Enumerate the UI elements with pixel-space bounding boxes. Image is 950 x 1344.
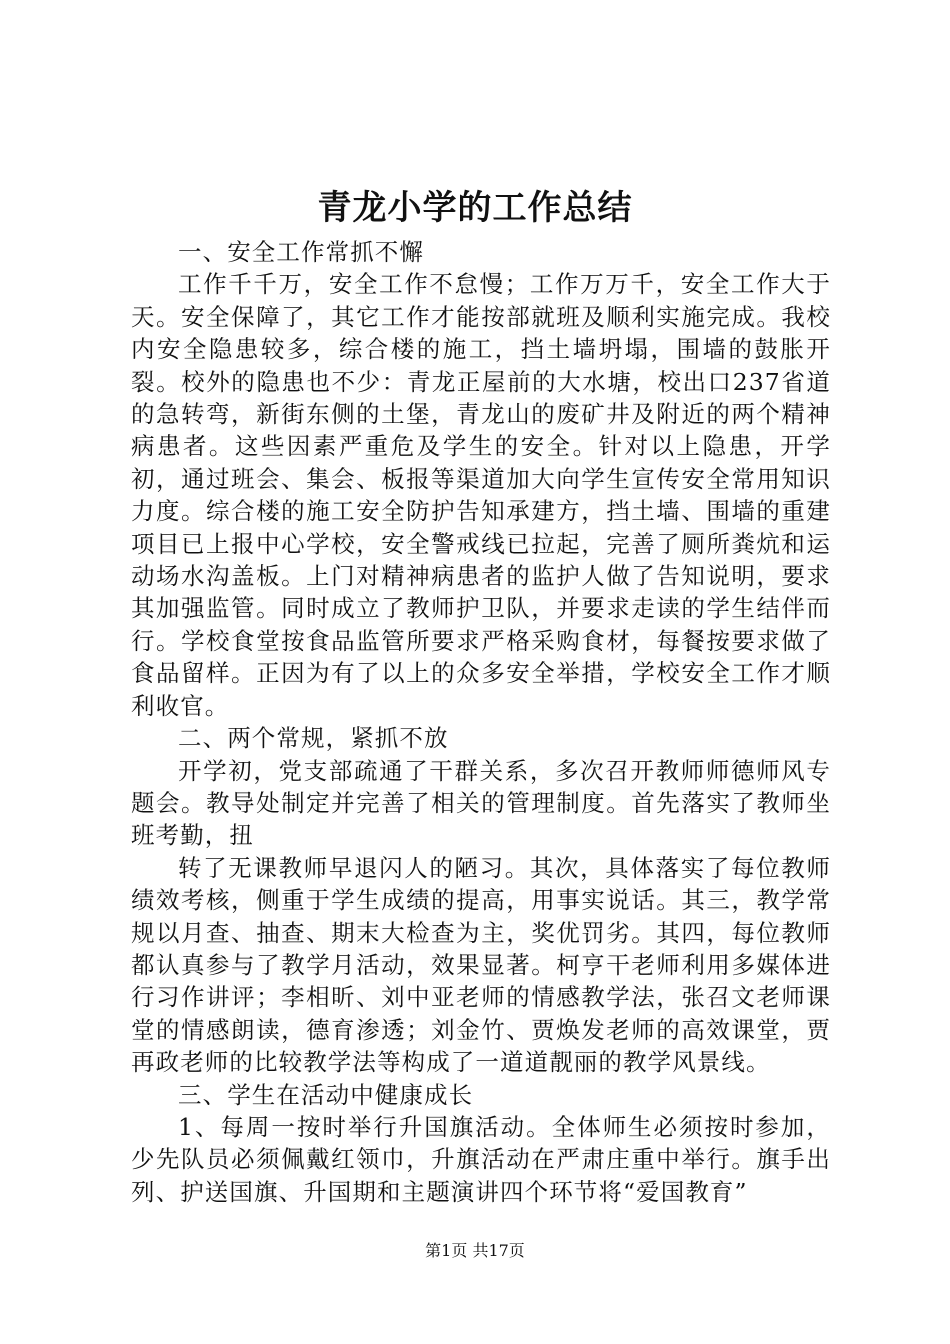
paragraph-activities: 1、每周一按时举行升国旗活动。全体师生必须按时参加，少先队员必须佩戴红领巾，升旗活动在严肃庄重中举行。旗手出列、护送国旗、升国期和主题演讲四个环节将“爱国教育” <box>131 1112 831 1206</box>
paragraph-routines-2: 转了无课教师早退闪人的陋习。其次，具体落实了每位教师绩效考核，侧重于学生成绩的提高，用事实说话。其三，教学常规以月查、抽查、期末大检查为主，奖优罚劣。其四，每位教师都认真参与了教学月活动，效果显著。柯亨干老师利用多媒体进行习作讲评；李相昕、刘中亚老师的情感教学法，张召文老师课堂的情感朗读，德育渗透；刘金竹、贾焕发老师的高效课堂，贾再政老师的比较教学法等构成了一道道靓丽的教学风景线。 <box>131 853 831 1077</box>
section-heading-activities: 三、学生在活动中健康成长 <box>178 1080 474 1109</box>
section-heading-routines: 二、两个常规，紧抓不放 <box>178 724 449 753</box>
paragraph-routines-1: 开学初，党支部疏通了干群关系，多次召开教师师德师风专题会。教导处制定并完善了相关的管理制度。首先落实了教师坐班考勤，扭 <box>131 756 831 850</box>
page-footer: 第1页 共17页 <box>425 1241 525 1260</box>
document-body <box>131 236 831 1208</box>
paragraph-safety: 工作千千万，安全工作不怠慢；工作万万千，安全工作大于天。安全保障了，其它工作才能按部就班及顺利实施完成。我校内安全隐患较多，综合楼的施工，挡土墙坍塌，围墙的鼓胀开裂。校外的隐患也不少：青龙正屋前的大水塘，校出口237省道的急转弯，新街东侧的土堡，青龙山的废矿井及附近的两个精神病患者。这些因素严重危及学生的安全。针对以上隐患，开学初，通过班会、集会、板报等渠道加大向学生宣传安全常用知识力度。综合楼的施工安全防护告知承建方，挡土墙、围墙的重建项目已上报中心学校，安全警戒线已拉起，完善了厕所粪炕和运动场水沟盖板。上门对精神病患者的监护人做了告知说明，要求其加强监管。同时成立了教师护卫队，并要求走读的学生结伴而行。学校食堂按食品监管所要求严格采购食材，每餐按要求做了食品留样。正因为有了以上的众多安全举措，学校安全工作才顺利收官。 <box>131 270 831 720</box>
document-title: 青龙小学的工作总结 <box>317 188 633 228</box>
section-heading-safety: 一、安全工作常抓不懈 <box>178 238 424 266</box>
